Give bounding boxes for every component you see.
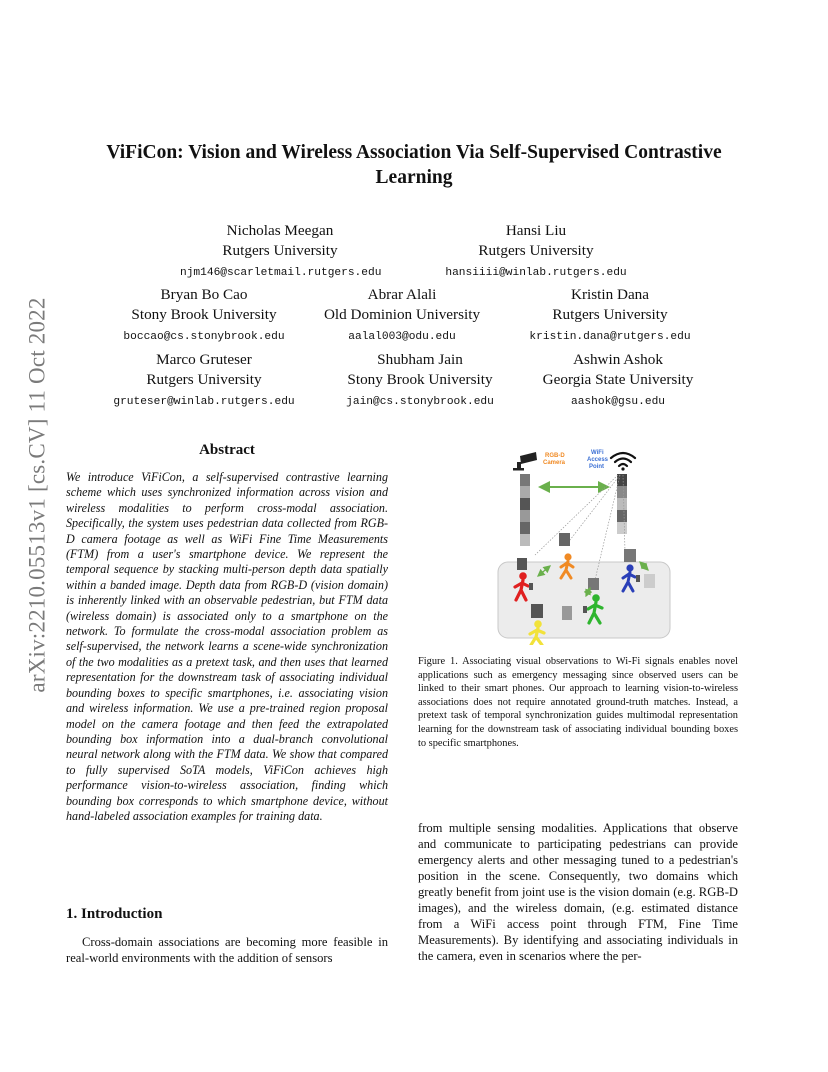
author-email: hansiiii@winlab.rutgers.edu bbox=[445, 267, 627, 279]
wifi-icon bbox=[611, 453, 635, 471]
author-affiliation: Georgia State University bbox=[542, 370, 694, 388]
author-name: Hansi Liu bbox=[505, 222, 567, 239]
camera-icon bbox=[513, 452, 537, 471]
author-email: aalal003@odu.edu bbox=[348, 331, 456, 343]
author-name: Shubham Jain bbox=[377, 351, 463, 368]
arxiv-stamp-text: arXiv:2210.05513v1 [cs.CV] 11 Oct 2022 bbox=[25, 297, 50, 693]
author-affiliation: Rutgers University bbox=[222, 241, 338, 259]
author-block bbox=[302, 285, 502, 344]
author-email: jain@cs.stonybrook.edu bbox=[346, 396, 494, 408]
author-name: Nicholas Meegan bbox=[226, 222, 334, 239]
introduction-text: Cross-domain associations are becoming more feasible in real-world environments with the addition of sensors bbox=[66, 935, 388, 965]
author-block bbox=[320, 350, 520, 409]
section-heading-introduction: 1. Introduction bbox=[66, 906, 163, 922]
author-affiliation: Rutgers University bbox=[552, 305, 668, 323]
author-affiliation: Old Dominion University bbox=[323, 305, 481, 323]
author-email: njm146@scarletmail.rutgers.edu bbox=[180, 267, 382, 279]
depth-strip-ap bbox=[617, 474, 627, 534]
author-block bbox=[436, 221, 636, 280]
author-email: gruteser@winlab.rutgers.edu bbox=[113, 396, 295, 408]
abstract-text: We introduce ViFiCon, a self-supervised contrastive learning scheme which uses synchronized information across vision and wireless modalities to perform cross-modal association. Specifically, the system uses pedestrian data collected from RGB-D camera footage as well as WiFi Fine Time Measurements (FTM) from a user's smartphone device. We represent the temporal sequence by stacking multi-person depth data spatially within a banded image. Depth data from RGB-D (vision domain) is inherently linked with an observable pedestrian, but FTM data (wireless domain) is associated only to a smartphone on the network. To formulate the cross-modal association problem as self-supervised, the network learns a scene-wide synchronization of the two modalities as a pretext task, and then uses that learned representation for the downstream task of associating individual bounding boxes to specific smartphones, i.e. associating vision and wireless information. We use a pre-trained region proposal model on the camera footage and then feed the extrapolated bounding box information into a dual-branch convolutional neural network along with the FTM data. We show that compared to fully supervised SoTA models, ViFiCon achieves high performance vision-to-wireless association, finding which bounding box corresponds to which smartphone device, without hand-labeled association examples for training data. bbox=[66, 470, 388, 823]
author-affiliation: Stony Brook University bbox=[347, 370, 493, 388]
figure-1-caption: Figure 1. Associating visual observations to Wi-Fi signals enables novel applications such as emergency messaging since observed users can be linked to their smart phones. Our approach to learning vision-to-wireless associations does not require annotated ground-truth matches. Instead, a pretext task of temporal synchronization guides multimodal representation learning for the downstream task of associating individual bounding boxes to specific smartphones. bbox=[418, 656, 738, 749]
author-block bbox=[180, 221, 380, 280]
author-name: Ashwin Ashok bbox=[573, 351, 663, 368]
camera-label-line: RGB-D bbox=[545, 453, 565, 459]
author-name: Marco Gruteser bbox=[156, 351, 252, 368]
ap-label-line: WiFi bbox=[591, 450, 604, 456]
arxiv-side-stamp bbox=[23, 290, 53, 700]
camera-label-line: Camera bbox=[543, 460, 566, 466]
author-affiliation: Stony Brook University bbox=[131, 305, 277, 323]
author-email: kristin.dana@rutgers.edu bbox=[529, 331, 691, 343]
author-block bbox=[518, 350, 718, 409]
camera-label bbox=[543, 453, 566, 466]
author-name: Bryan Bo Cao bbox=[160, 286, 248, 303]
abstract-heading: Abstract bbox=[199, 442, 255, 458]
paper-title: ViFiCon: Vision and Wireless Association Via Self-Supervised Contrastive Learning bbox=[106, 142, 722, 188]
author-email: boccao@cs.stonybrook.edu bbox=[123, 331, 285, 343]
author-affiliation: Rutgers University bbox=[146, 370, 262, 388]
depth-strip-camera bbox=[520, 474, 530, 546]
author-block bbox=[104, 350, 304, 409]
figure-1-illustration bbox=[490, 440, 680, 645]
ap-label bbox=[587, 450, 610, 470]
right-column-text: from multiple sensing modalities. Applications that observe and communicate to participating pedestrians can provide emergency alerts and other messaging tuned to a pedestrian's position in the scene. Consequently, two domains which greatly benefit from joint use is the vision domain (e.g. RGB-D images), and the wireless domain, (e.g. estimated distance from a WiFi access point through FTM, Fine Time Measurements). By identifying and associating individuals in the camera, even in scenarios where the per- bbox=[418, 821, 738, 963]
author-name: Abrar Alali bbox=[367, 286, 437, 303]
author-name: Kristin Dana bbox=[570, 286, 650, 303]
ap-label-line: Point bbox=[589, 464, 604, 470]
author-email: aashok@gsu.edu bbox=[571, 396, 665, 408]
author-block bbox=[510, 285, 710, 344]
author-block bbox=[104, 285, 304, 344]
author-affiliation: Rutgers University bbox=[478, 241, 594, 259]
ap-label-line: Access bbox=[587, 457, 609, 463]
